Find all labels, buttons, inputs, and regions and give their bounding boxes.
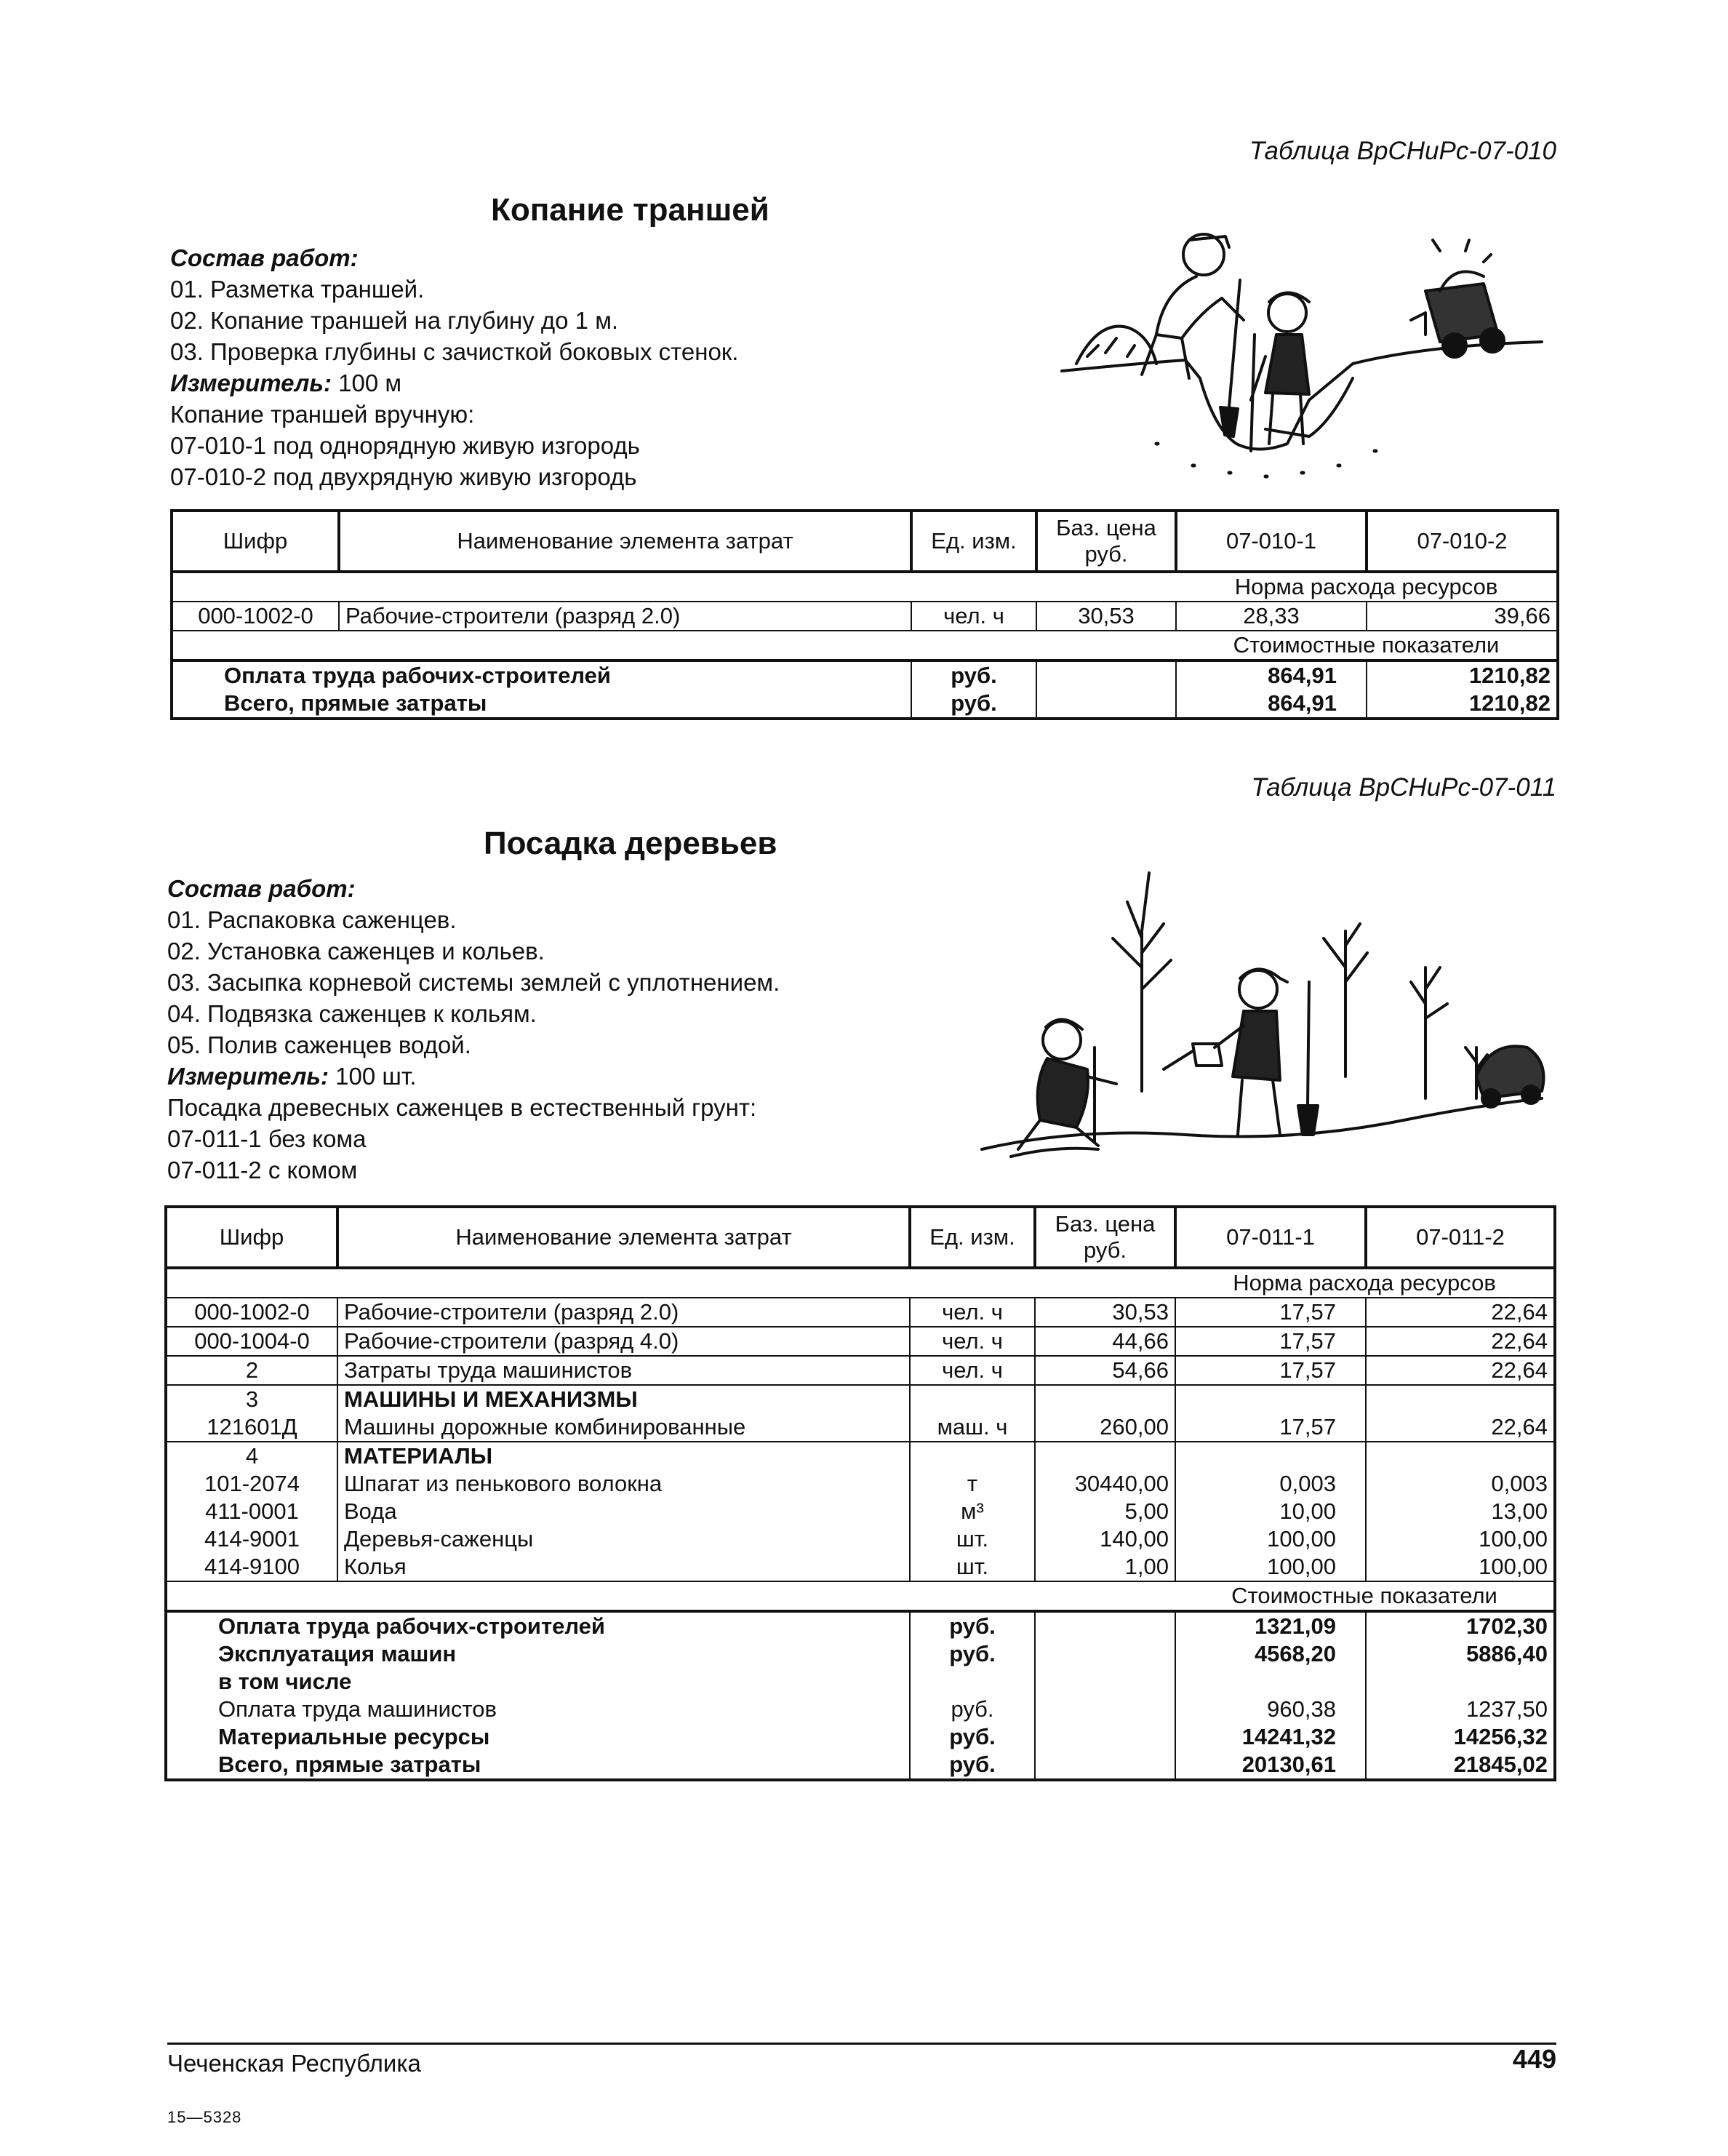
cell-price: 44,66 [1035,1327,1175,1356]
cell-name: Рабочие-строители (разряд 4.0) [337,1327,910,1356]
cell-value-1: 17,57 [1175,1298,1366,1327]
cell-value-1: 28,33 [1176,602,1367,631]
cost-value-1: 20130,61 [1175,1751,1366,1780]
cell-code: 000-1002-0 [166,1298,337,1327]
table-row [166,1356,1555,1385]
cost-value-2: 1210,82 [1367,660,1558,690]
cell-value-2: 22,64 [1366,1298,1555,1327]
cell-value-2: 13,00 [1366,1498,1555,1525]
cost-row [166,1668,1555,1696]
tree-planting-illustration [967,858,1556,1171]
intro-line: Копание траншей вручную: [170,401,475,428]
cell-value-2: 100,00 [1366,1525,1555,1553]
work-composition-trench [170,242,738,492]
cell-price: 54,66 [1035,1356,1175,1385]
cell-value-1: 17,57 [1175,1327,1366,1356]
work-item: 05. Полив саженцев водой. [167,1031,471,1058]
cell-code: 411-0001 [166,1498,337,1525]
cell-value-2: 22,64 [1366,1327,1555,1356]
cost-value-2: 21845,02 [1366,1751,1555,1780]
cost-table-07-010 [170,509,1559,720]
cell-code: 101-2074 [166,1470,337,1498]
meter-line [167,1061,780,1092]
cost-value-1: 14241,32 [1175,1723,1366,1751]
cost-name: Всего, прямые затраты [166,1751,910,1780]
cost-name: Оплата труда машинистов [166,1696,910,1723]
cell-name: Рабочие-строители (разряд 2.0) [339,602,911,631]
cell-name: Деревья-саженцы [337,1525,910,1553]
cell-code: 2 [166,1356,337,1385]
cost-unit: руб. [910,1640,1035,1668]
table-row [166,1470,1555,1498]
table-header-row [166,1207,1555,1268]
col-header-variant-1: 07-011-1 [1175,1207,1366,1268]
col-header-variant-2: 07-010-2 [1367,511,1558,572]
cell-price: 260,00 [1035,1413,1175,1442]
cost-title-row [166,1581,1555,1611]
meter-label: Измеритель: [167,1063,329,1090]
work-item: 02. Копание траншей на глубину до 1 м. [170,307,619,334]
cell-value-1: 100,00 [1175,1525,1366,1553]
cell-unit: шт. [910,1525,1035,1553]
cost-title: Стоимостные показатели [1175,1581,1555,1611]
cell-code: 000-1002-0 [172,602,339,631]
cell-code: 000-1004-0 [166,1327,337,1356]
cell-unit: т [910,1470,1035,1498]
cost-name: Оплата труда рабочих-строителей [166,1611,910,1640]
norm-title: Норма расхода ресурсов [1176,572,1558,602]
cell-value-2: 0,003 [1366,1470,1555,1498]
cost-unit: руб. [911,660,1036,690]
section-title-trench: Копание траншей [491,192,769,228]
col-header-unit: Ед. изм. [910,1207,1035,1268]
cost-row [166,1611,1555,1640]
col-header-variant-2: 07-011-2 [1366,1207,1555,1268]
cost-row [166,1751,1555,1780]
table-row [166,1298,1555,1327]
table-label-07-010: Таблица ВрСНиРс-07-010 [1249,137,1556,165]
cell-value-1: 10,00 [1175,1498,1366,1525]
cell-name: МАТЕРИАЛЫ [337,1442,910,1470]
cell-code: 414-9100 [166,1553,337,1581]
section-title-tree-planting: Посадка деревьев [484,826,777,861]
variant-line: 07-010-2 под двухрядную живую изгородь [170,463,637,490]
cell-price: 30440,00 [1035,1470,1175,1498]
cell-price: 5,00 [1035,1498,1175,1525]
norm-title-row [166,1268,1555,1298]
cell-price: 30,53 [1035,1298,1175,1327]
cost-value-1: 960,38 [1175,1696,1366,1723]
table-label-07-011: Таблица ВрСНиРс-07-011 [1251,773,1556,802]
intro-line: Посадка древесных саженцев в естественный грунт: [167,1094,757,1121]
cell-unit: чел. ч [910,1356,1035,1385]
cost-row [166,1640,1555,1668]
cell-name: Колья [337,1553,910,1581]
cell-unit: шт. [910,1553,1035,1581]
work-composition-planting [167,873,780,1186]
cost-value-1: 864,91 [1176,660,1367,690]
meter-value: 100 м [332,370,402,396]
cell-name: Рабочие-строители (разряд 2.0) [337,1298,910,1327]
cost-unit: руб. [911,690,1036,719]
col-header-price: Баз. цена руб. [1035,1207,1175,1268]
cell-unit: м³ [910,1498,1035,1525]
page-number: 449 [1512,2044,1556,2074]
work-item: 01. Распаковка саженцев. [167,906,457,933]
norm-title-row [172,572,1558,602]
variant-line: 07-011-2 с комом [167,1157,358,1183]
cost-name: Эксплуатация машин [166,1640,910,1668]
cost-value-2: 5886,40 [1366,1640,1555,1668]
cell-code: 121601Д [166,1413,337,1442]
work-item: 01. Разметка траншей. [170,276,425,303]
cost-unit: руб. [910,1751,1035,1780]
cost-row [166,1723,1555,1751]
work-header: Состав работ: [167,875,356,902]
table-row [166,1442,1555,1470]
col-header-name: Наименование элемента затрат [337,1207,910,1268]
cell-name: Машины дорожные комбинированные [337,1413,910,1442]
work-item: 04. Подвязка саженцев к кольям. [167,1000,537,1027]
cell-name: Вода [337,1498,910,1525]
meter-line [170,367,738,399]
cell-code: 414-9001 [166,1525,337,1553]
print-code: 15—5328 [167,2108,242,2126]
cell-price: 1,00 [1035,1553,1175,1581]
footer-region: Чеченская Республика [167,2050,421,2077]
cost-value-2: 1210,82 [1367,690,1558,719]
cost-unit: руб. [910,1611,1035,1640]
cell-value-2: 22,64 [1366,1413,1555,1442]
cell-unit: маш. ч [910,1413,1035,1442]
work-header: Состав работ: [170,244,359,271]
cost-value-2: 1702,30 [1366,1611,1555,1640]
work-item: 03. Проверка глубины с зачисткой боковых стенок. [170,338,739,365]
cell-value-1: 17,57 [1175,1356,1366,1385]
col-header-variant-1: 07-010-1 [1176,511,1367,572]
cost-name: Оплата труда рабочих-строителей [172,660,911,690]
work-item: 02. Установка саженцев и кольев. [167,938,545,965]
footer-divider [167,2043,1556,2045]
meter-label: Измеритель: [170,370,332,396]
trench-digging-illustration [1047,211,1556,487]
cost-title-row [172,631,1558,660]
cost-value-1: 4568,20 [1175,1640,1366,1668]
cost-unit: руб. [910,1696,1035,1723]
cell-name: Затраты труда машинистов [337,1356,910,1385]
cost-title: Стоимостные показатели [1176,631,1558,660]
table-row [166,1327,1555,1356]
table-row [166,1385,1555,1413]
cell-name: МАШИНЫ И МЕХАНИЗМЫ [337,1385,910,1413]
table-row [172,602,1558,631]
cell-unit: чел. ч [910,1298,1035,1327]
cost-unit: руб. [910,1723,1035,1751]
cell-name: Шпагат из пенькового волокна [337,1470,910,1498]
cell-value-2: 39,66 [1367,602,1558,631]
table-row [166,1413,1555,1442]
cost-name: Всего, прямые затраты [172,690,911,719]
variant-line: 07-011-1 без кома [167,1125,367,1152]
cell-code: 3 [166,1385,337,1413]
cell-code: 4 [166,1442,337,1470]
cost-value-1: 1321,09 [1175,1611,1366,1640]
col-header-code: Шифр [172,511,339,572]
cost-value-2: 1237,50 [1366,1696,1555,1723]
col-header-name: Наименование элемента затрат [339,511,911,572]
col-header-unit: Ед. изм. [911,511,1036,572]
cost-name: Материальные ресурсы [166,1723,910,1751]
cost-value-2: 14256,32 [1366,1723,1555,1751]
table-header-row [172,511,1558,572]
variant-line: 07-010-1 под однорядную живую изгородь [170,432,640,459]
table-row [166,1498,1555,1525]
cost-table-07-011 [164,1205,1556,1781]
cost-name: в том числе [166,1668,910,1696]
work-item: 03. Засыпка корневой системы землей с уплотнением. [167,969,780,996]
cell-price: 30,53 [1036,602,1176,631]
cell-value-1: 0,003 [1175,1470,1366,1498]
cost-row [172,690,1558,719]
cell-unit: чел. ч [911,602,1036,631]
cell-unit: чел. ч [910,1327,1035,1356]
norm-title: Норма расхода ресурсов [1175,1268,1555,1298]
cell-value-2: 100,00 [1366,1553,1555,1581]
table-row [166,1525,1555,1553]
cell-value-2: 22,64 [1366,1356,1555,1385]
col-header-price: Баз. цена руб. [1036,511,1176,572]
cell-value-1: 17,57 [1175,1413,1366,1442]
cell-price: 140,00 [1035,1525,1175,1553]
table-row [166,1553,1555,1581]
cost-row [172,660,1558,690]
col-header-code: Шифр [166,1207,337,1268]
cell-value-1: 100,00 [1175,1553,1366,1581]
cost-value-1: 864,91 [1176,690,1367,719]
cost-row [166,1696,1555,1723]
meter-value: 100 шт. [329,1063,417,1090]
